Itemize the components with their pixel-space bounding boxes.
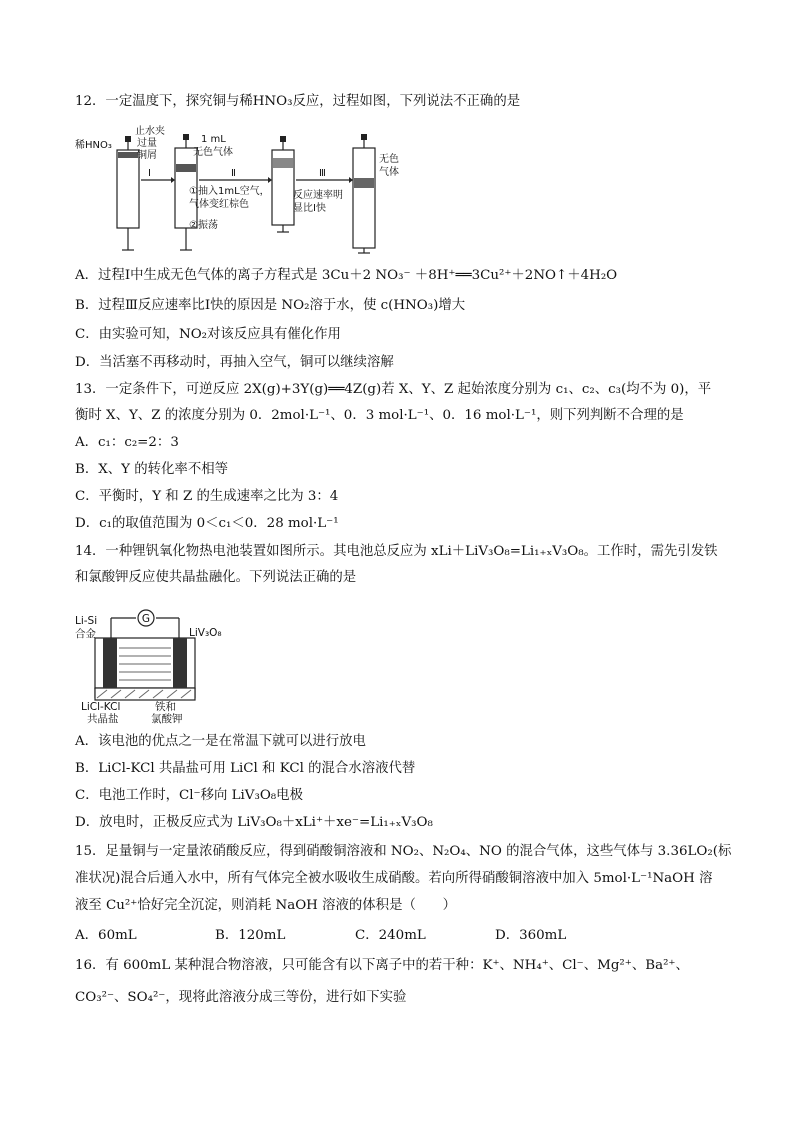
gas-right-a: 无色 (379, 154, 399, 165)
q13-stem-line1: 13．一定条件下，可逆反应 2X(g)+3Y(g)══4Z(g)若 X、Y、Z 起始浓度分别为 c₁、c₂、c₃(均不为 0)，平 (75, 382, 712, 397)
excess-label: 过量 (137, 138, 157, 149)
q13-option-b: B．X、Y 的转化率不相等 (75, 462, 228, 477)
note-2a: ①抽入1mL空气， (189, 186, 270, 197)
q15-option-d: D．360mL (495, 928, 567, 943)
galvanometer-label: G (141, 613, 151, 625)
q16-stem-line1: 16．有 600mL 某种混合物溶液，只可能含有以下离子中的若干种：K⁺、NH₄⁺、Cl⁻、Mg²⁺、Ba²⁺、 (75, 958, 689, 973)
gas-desc-label: 无色气体 (193, 147, 233, 158)
q15-option-b: B．120mL (215, 928, 286, 943)
q13-stem-line2: 衡时 X、Y、Z 的浓度分别为 0．2mol·L⁻¹、0．3 mol·L⁻¹、0．16 mol·L⁻¹，则下列判断不合理的是 (75, 408, 684, 423)
q12-option-d: D．当活塞不再移动时，再抽入空气，铜可以继续溶解 (75, 355, 394, 370)
note-2b: 气体变红棕色 (189, 199, 249, 210)
q14-option-c: C．电池工作时，Cl⁻移向 LiV₃O₈电极 (75, 788, 303, 803)
copper-label: 铜屑 (137, 150, 157, 161)
q15-options (75, 924, 725, 943)
q12-stem: 12．一定温度下，探究铜与稀HNO₃反应，过程如图，下列说法不正确的是 (75, 94, 521, 109)
q13-option-a: A．c₁：c₂=2：3 (75, 435, 179, 450)
salt-label-b: 共晶盐 (87, 713, 119, 725)
gas-right-b: 气体 (379, 167, 399, 178)
note-3b: 显比Ⅰ快 (293, 203, 326, 214)
note-3a: 反应速率明 (293, 190, 343, 201)
q12-figure (75, 120, 435, 255)
q14-stem-line1: 14．一种锂钒氧化物热电池装置如图所示。其电池总反应为 xLi＋LiV₃O₈=Li₁₊ₓV₃O₈。工作时，需先引发铁 (75, 544, 718, 559)
q13-option-d: D．c₁的取值范围为 0＜c₁＜0．28 mol·L⁻¹ (75, 516, 339, 531)
q15-option-a: A．60mL (75, 928, 137, 943)
q14-option-a: A．该电池的优点之一是在常温下就可以进行放电 (75, 734, 366, 749)
left-electrode-a: Li-Si (75, 615, 98, 627)
left-electrode-b: 合金 (75, 628, 96, 640)
q15-stem-line3: 液至 Cu²⁺恰好完全沉淀，则消耗 NaOH 溶液的体积是（ ） (75, 898, 457, 913)
q15-stem-line2: 准状况)混合后通入水中，所有气体完全被水吸收生成硝酸。若向所得硝酸铜溶液中加入 5mol·L⁻¹NaOH 溶 (75, 871, 713, 886)
q14-stem-line2: 和氯酸钾反应使共晶盐融化。下列说法正确的是 (75, 570, 357, 585)
q16-stem-line2: CO₃²⁻、SO₄²⁻，现将此溶液分成三等份，进行如下实验 (75, 990, 407, 1005)
heater-label-a: 铁和 (155, 701, 176, 713)
q12-option-b: B．过程Ⅲ反应速率比Ⅰ快的原因是 NO₂溶于水，使 c(HNO₃)增大 (75, 298, 466, 313)
note-2c: ②振荡 (189, 220, 218, 231)
q14-figure (75, 598, 245, 726)
q15-stem-line1: 15．足量铜与一定量浓硝酸反应，得到硝酸铜溶液和 NO₂、N₂O₄、NO 的混合气体，这些气体与 3.36LO₂(标 (75, 844, 732, 859)
step-3-label: Ⅲ (319, 168, 326, 179)
q13-option-c: C．平衡时，Y 和 Z 的生成速率之比为 3：4 (75, 489, 339, 504)
right-electrode-label: LiV₃O₈ (189, 627, 222, 639)
clip-label: 止水夹 (135, 126, 165, 137)
q12-option-a: A．过程Ⅰ中生成无色气体的离子方程式是 3Cu＋2 NO₃⁻ ＋8H⁺══3Cu²⁺＋2NO↑＋4H₂O (75, 268, 618, 283)
q14-option-d: D．放电时，正极反应式为 LiV₃O₈＋xLi⁺＋xe⁻=Li₁₊ₓV₃O₈ (75, 815, 433, 830)
heater-label-b: 氯酸钾 (151, 713, 183, 725)
step-2-label: Ⅱ (231, 168, 236, 179)
q14-option-b: B．LiCl-KCl 共晶盐可用 LiCl 和 KCl 的混合水溶液代替 (75, 761, 416, 776)
step-1-label: Ⅰ (148, 168, 151, 179)
salt-label-a: LiCl-KCl (81, 701, 121, 713)
acid-label: 稀HNO₃ (75, 140, 112, 151)
gas-volume-label: 1 mL (201, 134, 226, 145)
q12-option-c: C．由实验可知，NO₂对该反应具有催化作用 (75, 327, 341, 342)
q15-option-c: C．240mL (355, 928, 426, 943)
